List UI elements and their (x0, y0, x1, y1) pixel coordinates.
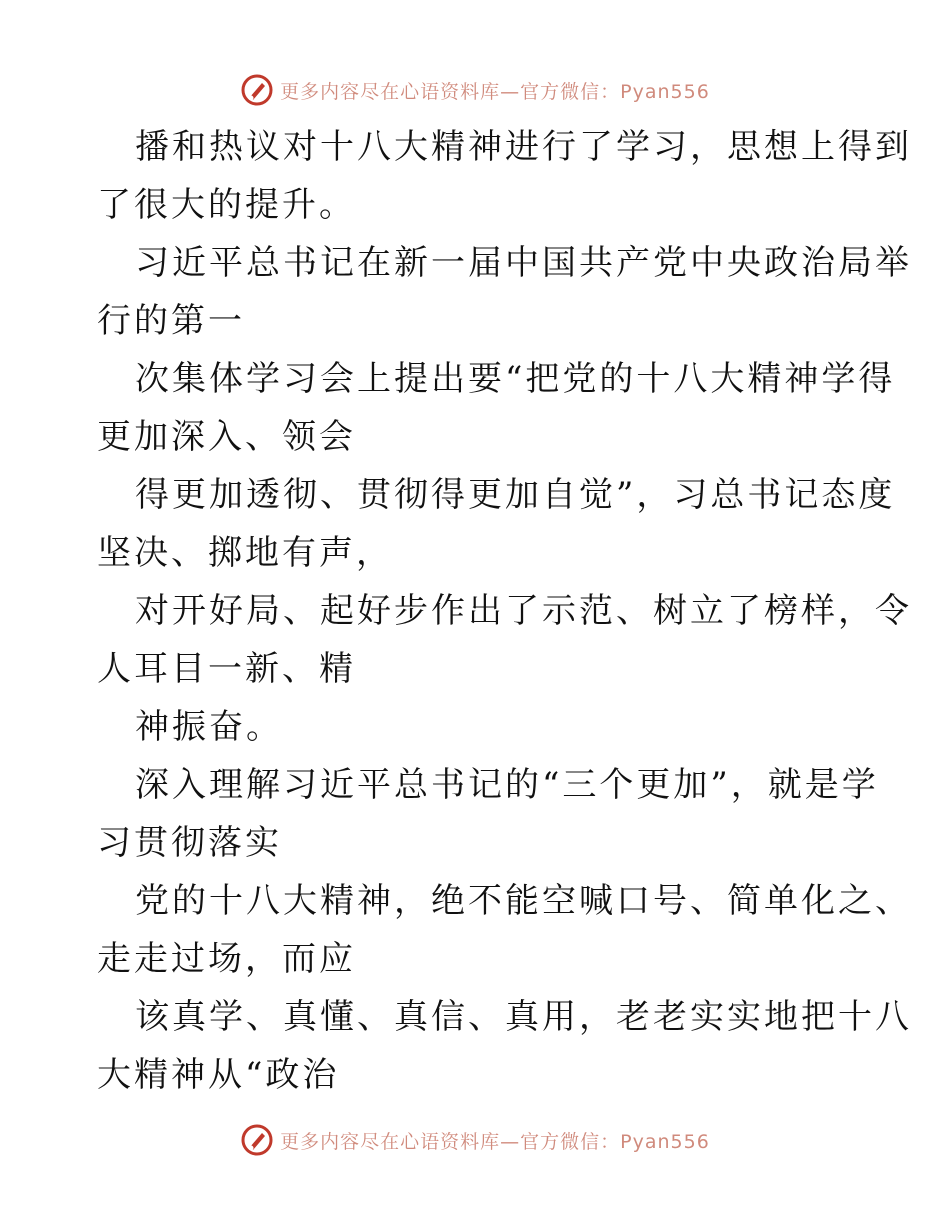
text-line: 习近平总书记在新一届中国共产党中央政治局举 (135, 243, 912, 283)
text-line: 走走过场，而应 (97, 939, 356, 979)
pen-logo-icon (240, 73, 274, 107)
header-banner-text: 更多内容尽在心语资料库—官方微信：Pyan556 (280, 80, 710, 103)
header-banner (0, 70, 950, 110)
pen-logo-icon (240, 1123, 274, 1157)
text-line: 对开好局、起好步作出了示范、树立了榜样，令 (135, 591, 912, 631)
text-line: 更加深入、领会 (97, 417, 356, 457)
text-line: 行的第一 (97, 301, 245, 341)
text-line: 深入理解习近平总书记的“三个更加”，就是学 (135, 765, 879, 805)
text-line: 得更加透彻、贯彻得更加自觉”，习总书记态度 (135, 475, 896, 515)
footer-banner-text: 更多内容尽在心语资料库—官方微信：Pyan556 (280, 1130, 710, 1153)
text-line: 播和热议对十八大精神进行了学习，思想上得到 (135, 127, 912, 167)
text-line: 党的十八大精神，绝不能空喊口号、简单化之、 (135, 881, 912, 921)
document-body (97, 118, 912, 1104)
footer-banner (0, 1120, 950, 1160)
text-line: 人耳目一新、精 (97, 649, 356, 689)
text-line: 大精神从“政治 (97, 1055, 340, 1095)
text-line: 坚决、掷地有声， (97, 533, 393, 573)
text-line: 神振奋。 (135, 707, 283, 747)
text-line: 次集体学习会上提出要“把党的十八大精神学得 (135, 359, 896, 399)
text-line: 习贯彻落实 (97, 823, 282, 863)
text-line: 了很大的提升。 (97, 185, 356, 225)
text-line: 该真学、真懂、真信、真用，老老实实地把十八 (135, 997, 912, 1037)
